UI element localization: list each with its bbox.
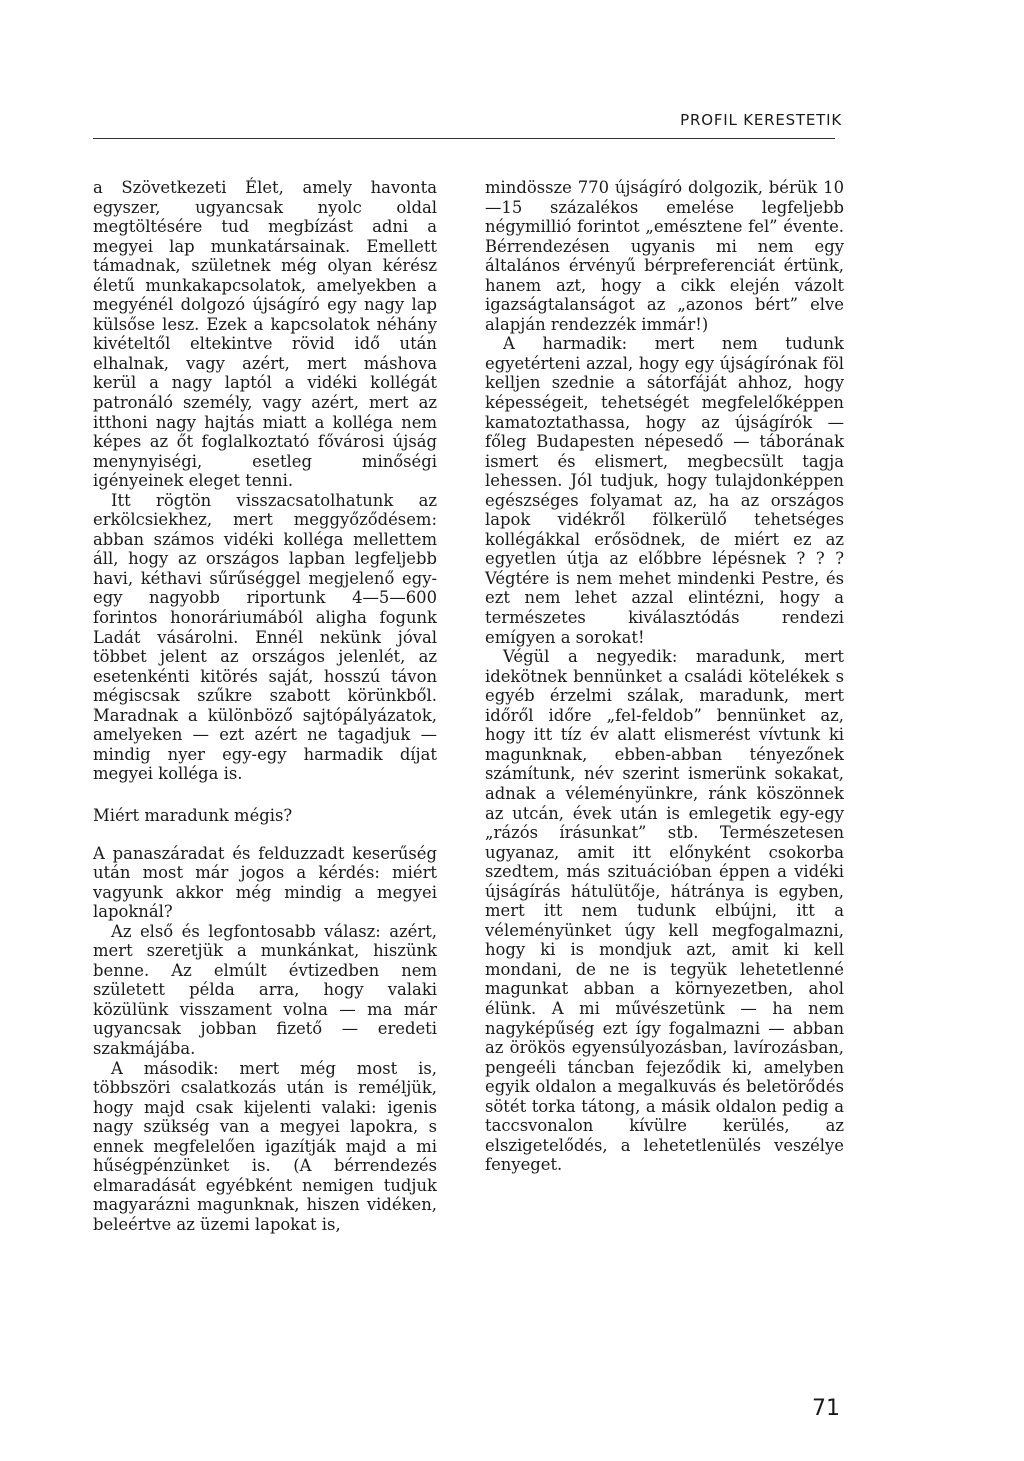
paragraph: Itt rögtön visszacsatolhatunk az erkölcsiekhez, mert meggyőződésem: abban számos vidéki kolléga mellettem áll, hogy az országos lapban legfeljebb havi, kéthavi sűrűséggel megjelenő egy-egy nagyobb riportunk 4—5—600 forintos honoráriumából aligha fogunk Ladát vásárolni. Ennél nekünk jóval többet jelent az országos jelenlét, az esetenkénti kitörés saját, hosszú távon mégiscsak szűkre szabott körünkből. Maradnak a különböző sajtópályázatok, amelyeken — ezt azért ne tagadjuk — mindig nyer egy-egy harmadik díjat megyei kolléga is. <box>93 490 437 784</box>
paragraph: Az első és legfontosabb válasz: azért, mert szeretjük a munkánkat, hiszünk benne. Az elmúlt évtizedben nem született példa arra, hogy valaki közülünk visszament volna — ma már ugyancsak jobban fizető — eredeti szakmájába. <box>93 921 437 1058</box>
paragraph: mindössze 770 újságíró dolgozik, bérük 10—15 százalékos emelése legfeljebb négymillió forintot „emésztene fel” évente. Bérrendezésen ugyanis mi nem egy általános érvényű bérpreferenciát értünk, hanem azt, hogy a cikk elején vázolt igazságtalanságot az „azonos bért” elve alapján rendezzék immár!) <box>485 178 844 334</box>
paragraph: A második: mert még most is, többszöri csalatkozás után is reméljük, hogy majd csak kijelenti valaki: igenis nagy szükség van a megyei lapokra, s ennek megfelelően igazítják majd a mi hűségpénzünket is. (A bérrendezés elmaradását egyébként nemigen tudjuk magyarázni magunknak, hiszen vidéken, beleértve az üzemi lapokat is, <box>93 1058 437 1234</box>
running-head: PROFIL KERESTETIK <box>680 111 842 129</box>
right-column <box>485 178 844 1175</box>
paragraph: a Szövetkezeti Élet, amely havonta egyszer, ugyancsak nyolc oldal megtöltésére tud megbízást adni a megyei lap munkatársainak. Emellett támadnak, születnek még olyan kérész életű munkakapcsolatok, amelyekben a megyénél dolgozó újságíró egy nagy lap külsőse lesz. Ezek a kapcsolatok néhány kivételtől eltekintve rövid idő után elhalnak, vagy azért, mert máshova kerül a nagy laptól a vidéki kollégát patronáló személy, vagy azért, mert az itthoni nagy hajtás miatt a kolléga nem képes az őt foglalkoztató fővárosi újság menynyiségi, esetleg minőségi igényeinek eleget tenni. <box>93 178 437 491</box>
paragraph: A panaszáradat és felduzzadt keserűség után most már jogos a kérdés: miért vagyunk akkor még mindig a megyei lapoknál? <box>93 843 437 922</box>
header-rule <box>93 138 835 139</box>
paragraph: A harmadik: mert nem tudunk egyetérteni azzal, hogy egy újságírónak föl kelljen szednie a sátorfáját ahhoz, hogy képességeit, tehetségét megfelelőképpen kamatoztathassa, hogy az újságírók — főleg Budapesten népesedő — táborának ismert és elismert, megbecsült tagja lehessen. Jól tudjuk, hogy tulajdonképpen egészséges folyamat az, ha az országos lapok vidékről fölkerülő tehetséges kollégákkal erősödnek, de miért ez az egyetlen útja az előbbre lépésnek ? ? ? Végtére is nem mehet mindenki Pestre, és ezt nem lehet azzal elintézni, hogy a természetes kiválasztódás rendezi emígyen a sorokat! <box>485 334 844 647</box>
page-number: 71 <box>812 1396 840 1421</box>
left-column <box>93 178 437 1234</box>
section-subheading: Miért maradunk mégis? <box>93 805 293 825</box>
paragraph: Végül a negyedik: maradunk, mert idekötnek bennünket a családi kötelékek s egyéb érzelmi szálak, maradunk, mert időről időre „fel-feldob” bennünket az, hogy itt tíz év alatt elismerést vívtunk ki magunknak, ebben-abban tényezőnek számítunk, név szerint ismerünk sokakat, adnak a véleményünkre, ránk köszönnek az utcán, évek után is emlegetik egy-egy „rázós írásunkat” stb. Természetesen ugyanaz, amit itt előnyként csokorba szedtem, más szituációban éppen a vidéki újságírás hátulütője, hátránya is egyben, mert itt nem tudunk elbújni, itt a véleményünket úgy kell megfogalmazni, hogy ki is mondjuk azt, amit ki kell mondani, de ne is tegyük lehetetlenné magunkat abban a környezetben, ahol élünk. A mi művészetünk — ha nem nagyképűség ezt így fogalmazni — abban az örökös egyensúlyozásban, lavírozásban, pengeéli táncban fejeződik ki, amelyben egyik oldalon a megalkuvás és beletörődés sötét torka tátong, a másik oldalon pedig a taccsvonalon kívülre kerülés, az elszigetelődés, a lehetetlenülés veszélye fenyeget. <box>485 647 844 1175</box>
